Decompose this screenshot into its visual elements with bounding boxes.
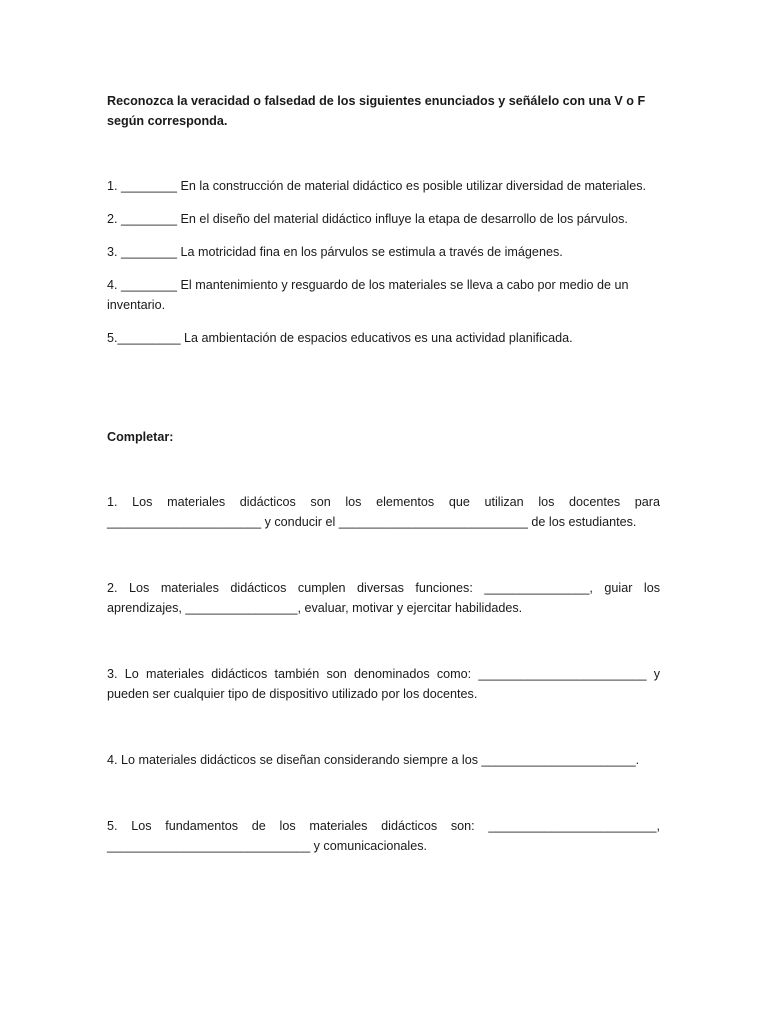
true-false-item-5: 5._________ La ambientación de espacios educativos es una actividad planificada.: [107, 331, 573, 345]
true-false-instructions: Reconozca la veracidad o falsedad de los siguientes enunciados y señálelo con una V o F según corresponda.: [107, 94, 646, 128]
complete-item-3: 3. Lo materiales didácticos también son denominados como: ________________________ y pueden ser cualquier tipo de dispositivo utilizado por los docentes.: [107, 667, 660, 701]
complete-heading: Completar:: [107, 430, 174, 444]
true-false-item-2: 2. ________ En el diseño del material didáctico influye la etapa de desarrollo de los párvulos.: [107, 212, 628, 226]
true-false-item-4: 4. ________ El mantenimiento y resguardo de los materiales se lleva a cabo por medio de un inventario.: [107, 278, 629, 312]
complete-item-2: 2. Los materiales didácticos cumplen diversas funciones: _______________, guiar los aprendizajes, ________________, evaluar, motivar y ejercitar habilidades.: [107, 581, 660, 615]
complete-item-5: 5. Los fundamentos de los materiales didácticos son: ________________________, _____________________________ y comunicacionales.: [107, 819, 660, 853]
complete-item-4: 4. Lo materiales didácticos se diseñan considerando siempre a los ______________________.: [107, 753, 640, 767]
complete-item-1: 1. Los materiales didácticos son los elementos que utilizan los docentes para ______________________ y conducir el ___________________________ de los estudiantes.: [107, 495, 660, 529]
true-false-item-3: 3. ________ La motricidad fina en los párvulos se estimula a través de imágenes.: [107, 245, 563, 259]
true-false-item-1: 1. ________ En la construcción de material didáctico es posible utilizar diversidad de materiales.: [107, 179, 647, 193]
